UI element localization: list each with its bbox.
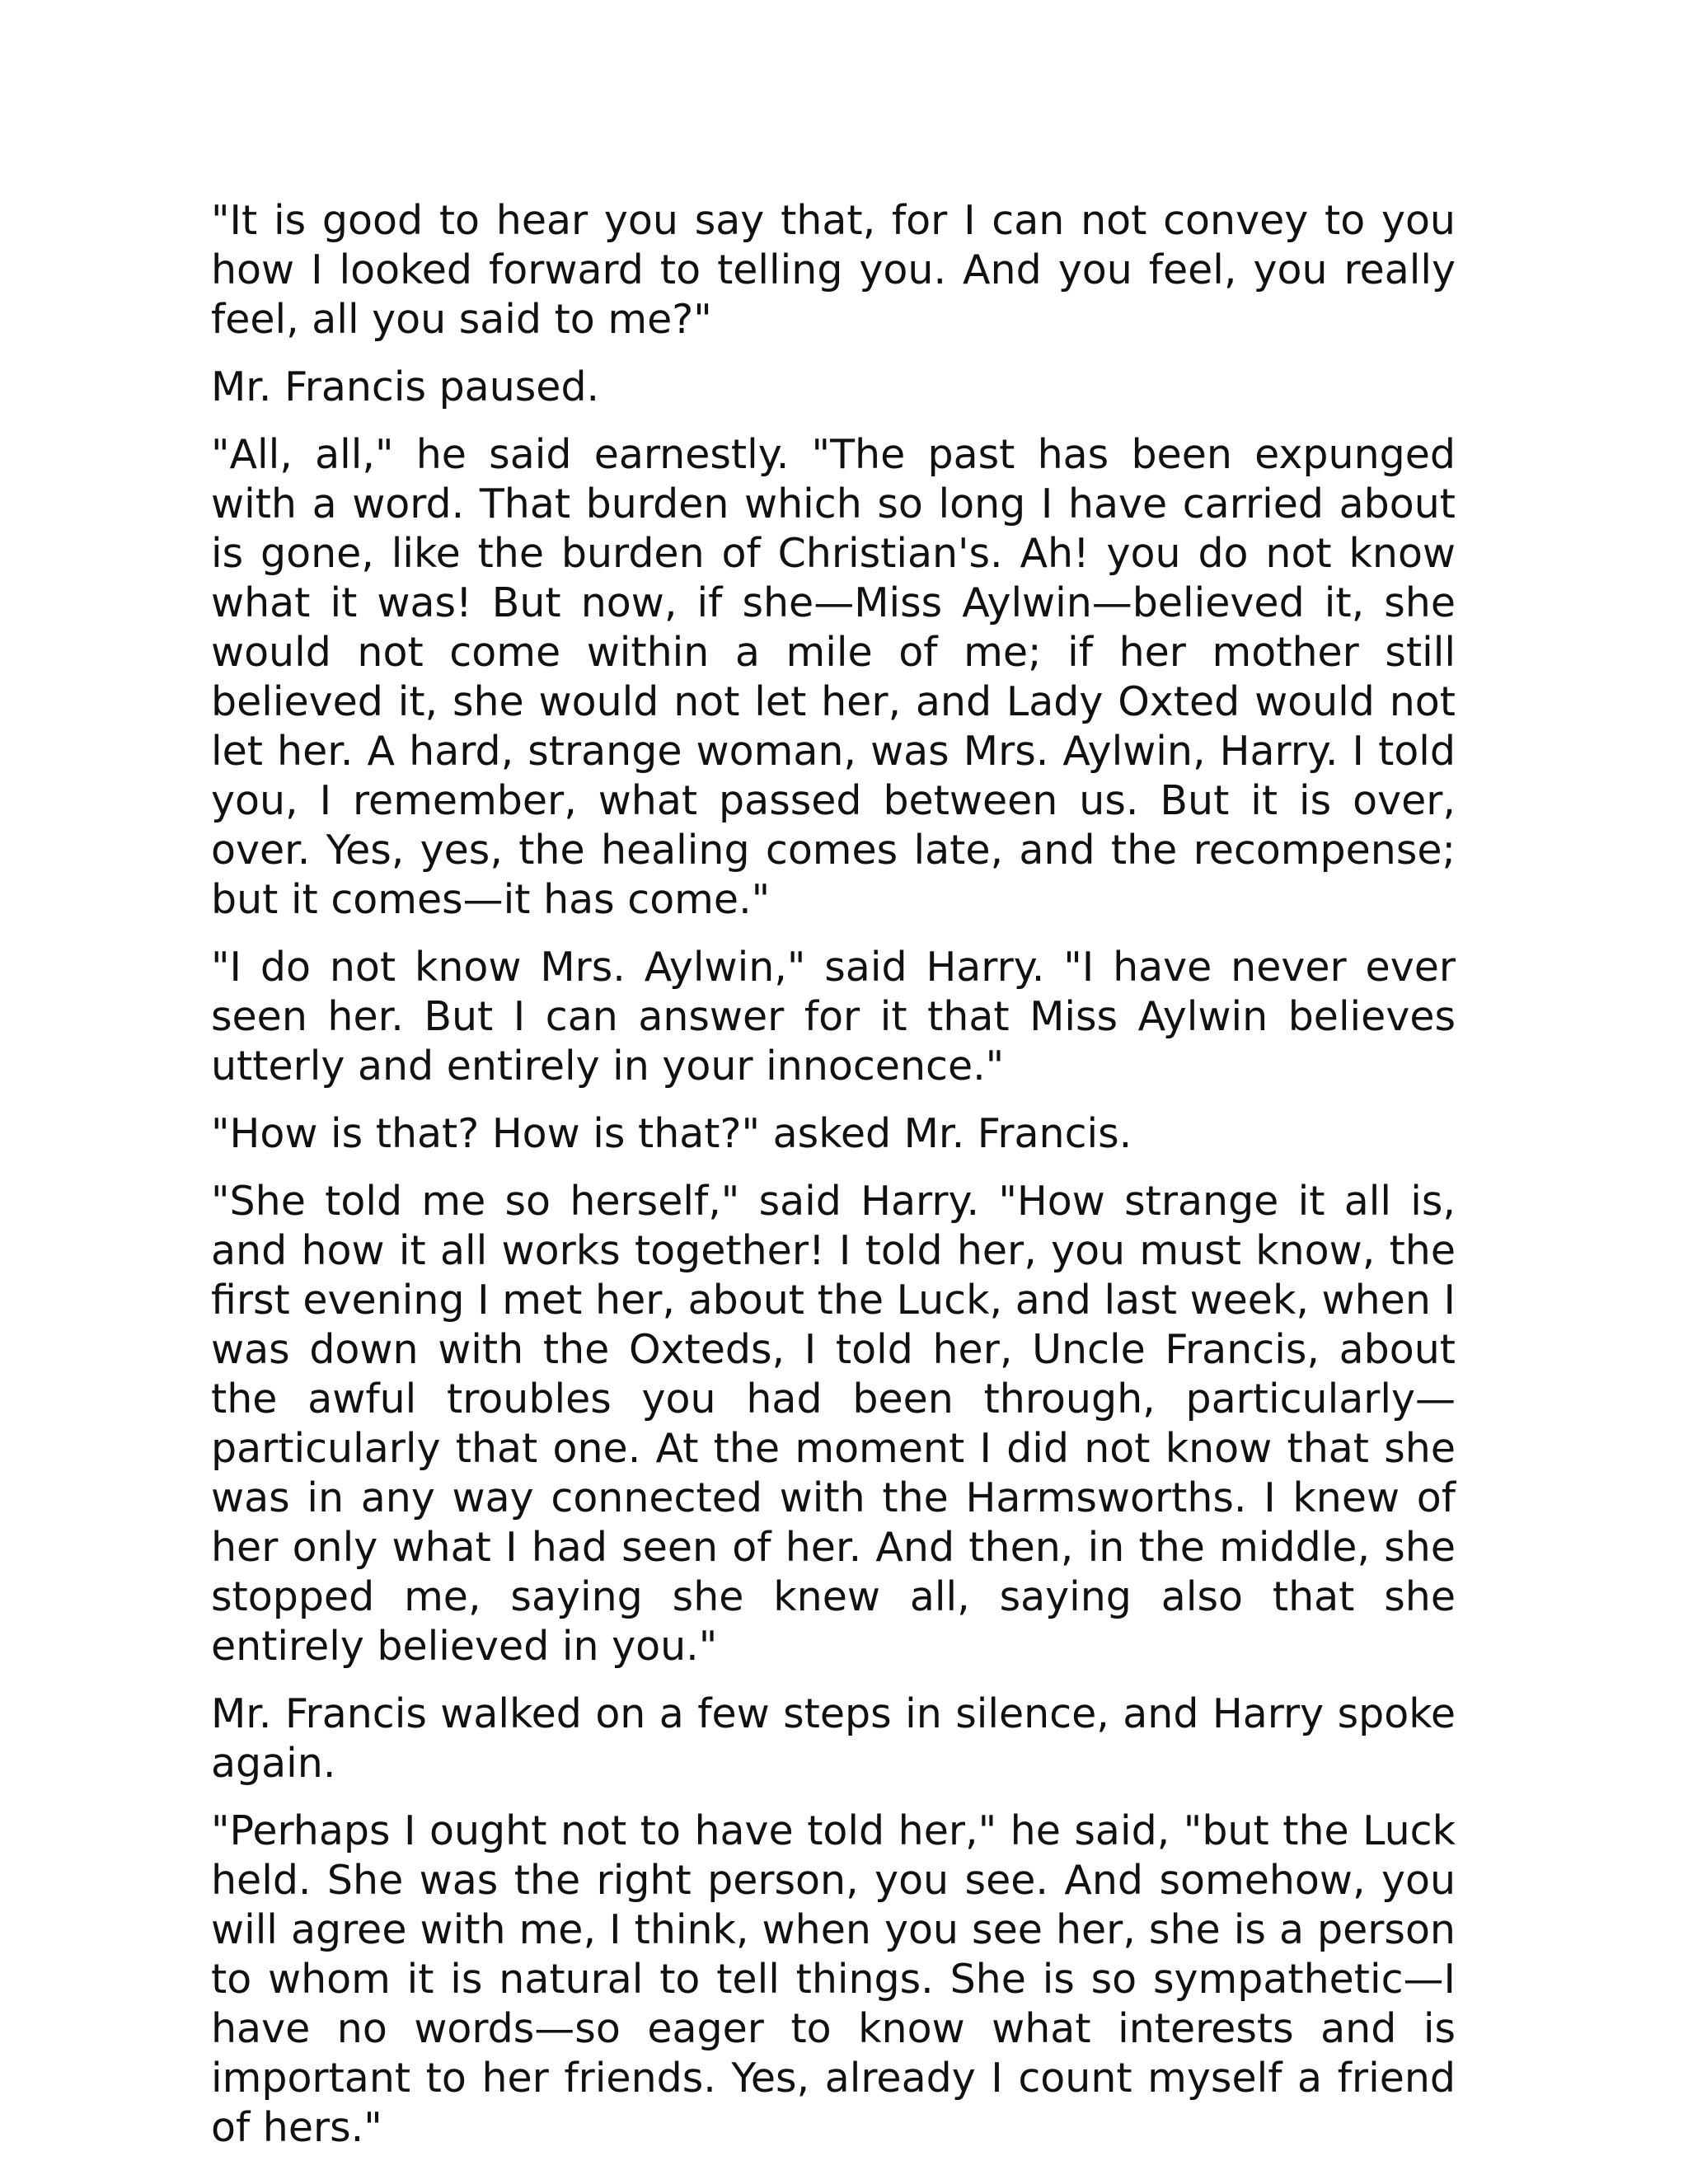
paragraph-5: "How is that? How is that?" asked Mr. Francis. xyxy=(211,1110,1132,1157)
page-body xyxy=(211,196,1456,2171)
paragraph-4: "I do not know Mrs. Aylwin," said Harry. "I have never ever seen her. But I can answer for it that Miss Aylwin believes utterly and entirely in your innocence." xyxy=(211,944,1456,1090)
paragraph-6: "She told me so herself," said Harry. "How strange it all is, and how it all works together! I told her, you must know, the first evening I met her, about the Luck, and last week, when I was down with the Oxteds, I told her, Uncle Francis, about the awful troubles you had been through, particularly—particularly that one. At the moment I did not know that she was in any way connected with the Harmsworths. I knew of her only what I had seen of her. And then, in the middle, she stopped me, saying she knew all, saying also that she entirely believed in you." xyxy=(211,1178,1456,1670)
paragraph-3: "All, all," he said earnestly. "The past has been expunged with a word. That burden which so long I have carried about is gone, like the burden of Christian's. Ah! you do not know what it was! But now, if she—Miss Aylwin—believed it, she would not come within a mile of me; if her mother still believed it, she would not let her, and Lady Oxted would not let her. A hard, strange woman, was Mrs. Aylwin, Harry. I told you, I remember, what passed between us. But it is over, over. Yes, yes, the healing comes late, and the recompense; but it comes—it has come." xyxy=(211,431,1456,923)
paragraph-2: Mr. Francis paused. xyxy=(211,363,600,410)
paragraph-1: "It is good to hear you say that, for I can not convey to you how I looked forward to telling you. And you feel, you really feel, all you said to me?" xyxy=(211,197,1456,343)
paragraph-7: Mr. Francis walked on a few steps in silence, and Harry spoke again. xyxy=(211,1690,1456,1787)
paragraph-8: "Perhaps I ought not to have told her," he said, "but the Luck held. She was the right person, you see. And somehow, you will agree with me, I think, when you see her, she is a person to whom it is natural to tell things. She is so sympathetic—I have no words—so eager to know what interests and is important to her friends. Yes, already I count myself a friend of hers." xyxy=(211,1807,1456,2151)
